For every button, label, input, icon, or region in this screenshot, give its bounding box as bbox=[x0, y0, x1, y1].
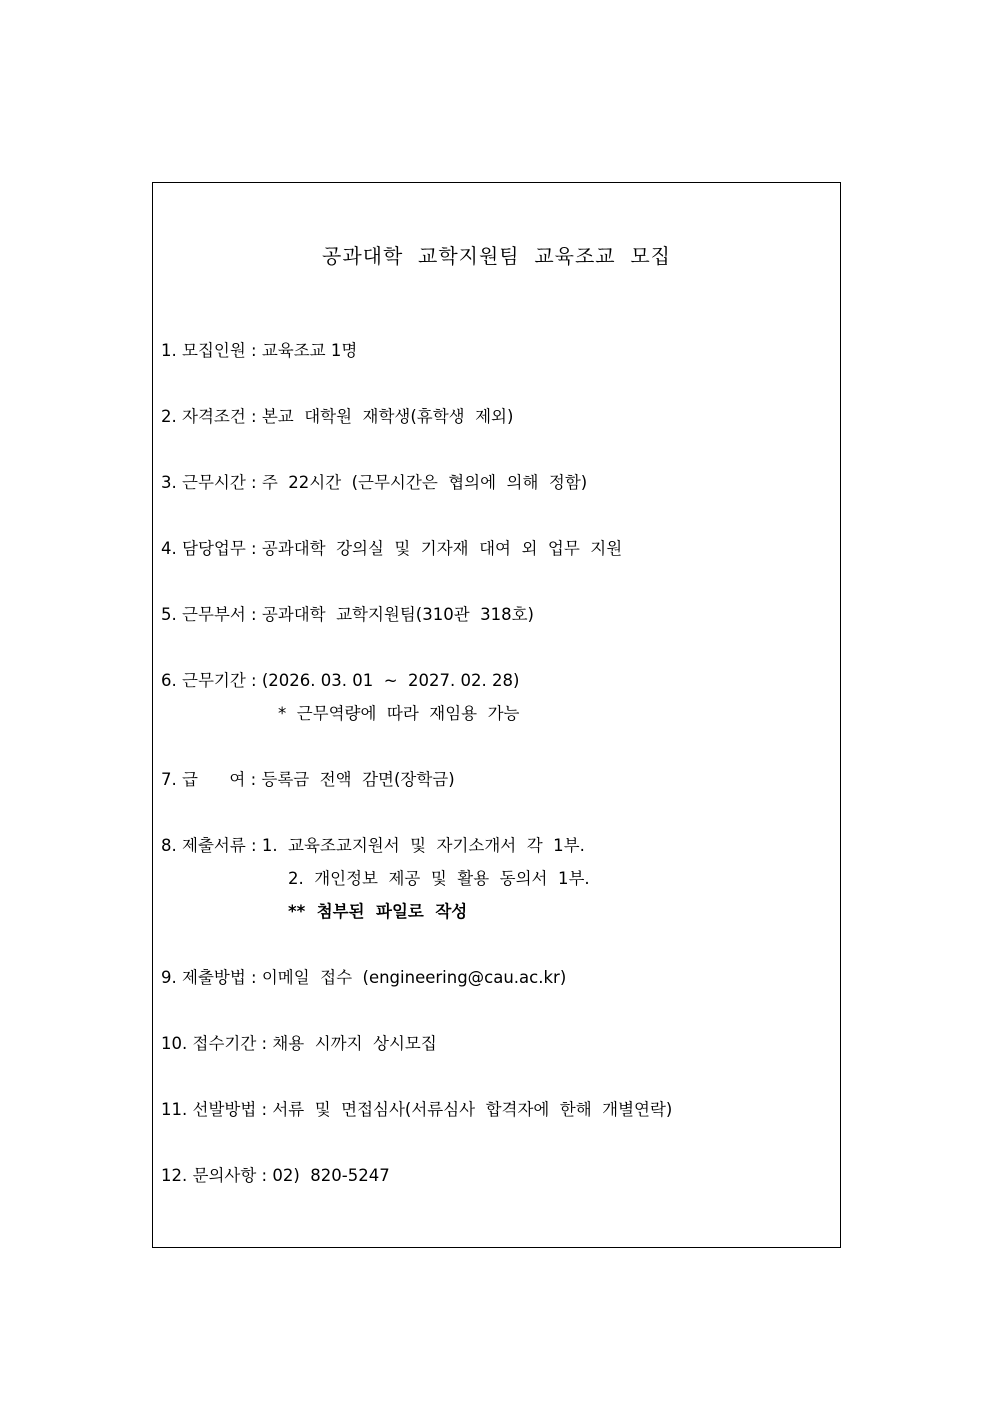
documents-sub-item: 2. 개인정보 제공 및 활용 동의서 1부. bbox=[288, 869, 590, 888]
item-work-hours bbox=[161, 473, 587, 493]
item-label: 모집인원 bbox=[182, 341, 246, 360]
item-number: 9. bbox=[161, 968, 177, 987]
item-contact bbox=[161, 1166, 390, 1186]
item-value: 본교 대학원 재학생(휴학생 제외) bbox=[261, 407, 514, 426]
item-number: 2. bbox=[161, 407, 177, 426]
item-value: 공과대학 교학지원팀(310관 318호) bbox=[261, 605, 534, 624]
item-value: 주 22시간 (근무시간은 협의에 의해 정함) bbox=[261, 473, 588, 492]
separator: : bbox=[251, 671, 257, 690]
period-note: * 근무역량에 따라 재임용 가능 bbox=[278, 704, 520, 723]
document-title: 공과대학 교학지원팀 교육조교 모집 bbox=[322, 244, 671, 268]
separator: : bbox=[251, 539, 257, 558]
item-number: 1. bbox=[161, 341, 177, 360]
item-number: 4. bbox=[161, 539, 177, 558]
separator: : bbox=[251, 407, 257, 426]
item-value: 서류 및 면접심사(서류심사 합격자에 한해 개별연락) bbox=[272, 1100, 673, 1119]
item-qualification bbox=[161, 407, 513, 427]
item-duties bbox=[161, 539, 622, 559]
item-value: 1. 교육조교지원서 및 자기소개서 각 1부. bbox=[261, 836, 585, 855]
item-number: 11. bbox=[161, 1100, 188, 1119]
documents-note: ** 첨부된 파일로 작성 bbox=[288, 902, 468, 921]
item-period bbox=[161, 671, 519, 691]
item-department bbox=[161, 605, 534, 625]
item-label: 선발방법 bbox=[192, 1100, 257, 1119]
item-selection-method bbox=[161, 1100, 672, 1120]
item-number: 5. bbox=[161, 605, 177, 624]
item-value: 02) 820-5247 bbox=[272, 1166, 390, 1185]
item-recruit-count bbox=[161, 341, 357, 361]
separator: : bbox=[250, 770, 257, 789]
item-value: 공과대학 강의실 및 기자재 대여 외 업무 지원 bbox=[261, 539, 623, 558]
item-label: 접수기간 bbox=[192, 1034, 257, 1053]
item-value: 채용 시까지 상시모집 bbox=[272, 1034, 437, 1053]
item-number: 8. bbox=[161, 836, 177, 855]
item-documents bbox=[161, 836, 585, 856]
item-label: 자격조건 bbox=[182, 407, 246, 426]
item-value: (2026. 03. 01 ~ 2027. 02. 28) bbox=[261, 671, 520, 690]
item-value: 이메일 접수 (engineering@cau.ac.kr) bbox=[261, 968, 567, 987]
item-label: 근무시간 bbox=[182, 473, 246, 492]
item-label: 제출방법 bbox=[182, 968, 246, 987]
item-label: 근무기간 bbox=[182, 671, 246, 690]
item-submission-method bbox=[161, 968, 566, 988]
item-value: 교육조교 1명 bbox=[261, 341, 358, 360]
separator: : bbox=[251, 341, 257, 360]
item-label: 담당업무 bbox=[182, 539, 246, 558]
separator: : bbox=[251, 605, 257, 624]
item-label: 문의사항 bbox=[192, 1166, 257, 1185]
item-number: 12. bbox=[161, 1166, 188, 1185]
item-number: 10. bbox=[161, 1034, 188, 1053]
separator: : bbox=[251, 968, 257, 987]
item-application-period bbox=[161, 1034, 437, 1054]
item-number: 6. bbox=[161, 671, 177, 690]
item-value: 등록금 전액 감면(장학금) bbox=[261, 770, 455, 789]
item-salary bbox=[161, 770, 455, 790]
item-label: 근무부서 bbox=[182, 605, 246, 624]
item-label: 급 여 bbox=[182, 770, 246, 789]
separator: : bbox=[261, 1034, 268, 1053]
item-label: 제출서류 bbox=[182, 836, 246, 855]
separator: : bbox=[261, 1166, 268, 1185]
separator: : bbox=[251, 836, 257, 855]
separator: : bbox=[261, 1100, 268, 1119]
item-number: 3. bbox=[161, 473, 177, 492]
item-number: 7. bbox=[161, 770, 177, 789]
separator: : bbox=[251, 473, 257, 492]
